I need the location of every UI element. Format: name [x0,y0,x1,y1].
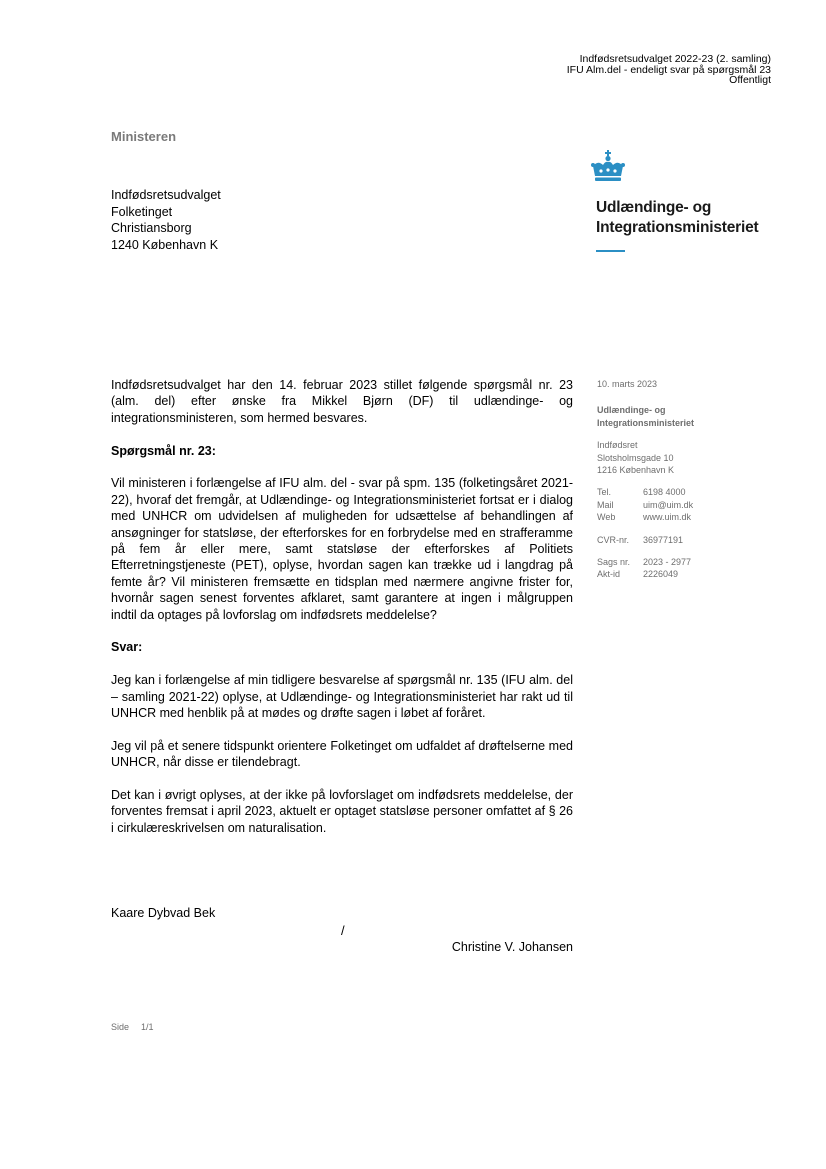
sidebar-akt-row [597,568,757,580]
tel-label: Tel. [597,487,612,498]
question-heading: Spørgsmål nr. 23: [111,443,216,458]
web-label: Web [597,512,616,523]
stamp-line-2: IFU Alm.del - endeligt svar på spørgsmål 23 [566,63,771,76]
stamp-line-3: Offentligt [729,74,771,86]
signature-official: Christine V. Johansen [451,940,573,954]
sidebar-org-line-2: Integrationsministeriet [597,417,695,428]
sidebar-street: Slotsholmsgade 10 [597,452,674,463]
document-stamp [567,54,771,86]
page-label: Side [111,1022,130,1032]
sender-info-sidebar [597,378,757,581]
crown-icon [590,150,626,186]
sidebar-mail-row [597,499,757,511]
page-value: 1/1 [141,1022,154,1032]
recipient-line-1: Indfødsretsudvalget [111,188,221,202]
akt-value: 2226049 [643,569,679,580]
recipient-line-3: Christiansborg [111,221,192,235]
recipient-line-4: 1240 København K [111,237,219,252]
answer-paragraph-2: Jeg vil på et senere tidspunkt orientere Folketinget om udfaldet af drøftelserne med UNHCR, når disse er tilendebragt. [111,738,573,770]
sags-label: Sags nr. [597,557,631,568]
akt-label: Akt-id [597,569,621,580]
ministry-logo-text [596,198,759,238]
stamp-line-1: Indfødsretsudvalget 2022-23 (2. samling) [579,53,771,65]
intro-paragraph: Indfødsretsudvalget har den 14. februar 2023 stillet følgende spørgsmål nr. 23 (alm. del) efter ønske fra Mikkel Bjørn (DF) til udlændinge- og integrationsministeren, som hermed besvares. [111,378,573,425]
sidebar-web-row [597,511,757,523]
recipient-address [111,187,221,253]
web-value: www.uim.dk [643,512,692,523]
sidebar-cvr-row [597,534,757,546]
mail-value: uim@uim.dk [643,499,694,510]
question-paragraph: Vil ministeren i forlængelse af IFU alm. del - svar på spm. 135 (folketingsåret 2021-22), hvoraf det fremgår, at Udlændinge- og Integrationsministeriet fortsat er i dialog med UNHCR om udvidelsen af muligheden for udsættelse af behandlingen af ansøgninger for statsløse, der efterforskes for en forbrydelse med en strafferamme på fem år eller mere, samt statsløse der efterforskes af Politiets Efterretningstjeneste (PET), oplyse, hvordan sagen kan trække ud i langdrag på femte år? Vil ministeren fremsætte en tidsplan med nærmere angivne frister for, hvornår sagen senest forventes afklaret, samt garantere at ingen i målgruppen indtil da optages på lovforslag om indfødsrets meddelelse? [111,476,573,622]
tel-value: 6198 4000 [643,487,686,498]
sidebar-city: 1216 København K [597,465,675,476]
sidebar-org-line-1: Udlændinge- og [597,405,666,416]
sidebar-org [597,404,757,429]
cvr-value: 36977191 [643,534,684,545]
sidebar-dept: Indfødsret [597,440,638,451]
sender-label: Ministeren [111,129,177,144]
logo-line-1: Udlændinge- og [596,199,712,216]
signature-minister: Kaare Dybvad Bek [111,906,216,920]
answer-heading: Svar: [111,640,143,655]
sags-value: 2023 - 2977 [643,557,692,568]
letter-body [111,377,573,853]
letter-date: 10. marts 2023 [597,379,658,389]
answer-paragraph-3: Det kan i øvrigt oplyses, at der ikke på lovforslaget om indfødsrets meddelelse, der forventes fremsat i april 2023, aktuelt er optaget statsløse personer omfattet af § 26 i cirkulæreskrivelsen om naturalisation. [111,788,573,835]
page-number [111,1022,154,1032]
mail-label: Mail [597,499,614,510]
signature-separator: / [341,923,345,938]
sidebar-tel-row [597,486,757,498]
recipient-line-2: Folketinget [111,204,173,219]
logo-line-2: Integrationsministeriet [596,219,759,236]
sidebar-sags-row [597,556,757,568]
answer-paragraph-1: Jeg kan i forlængelse af min tidligere besvarelse af spørgsmål nr. 135 (IFU alm. del – samling 2021-22) oplyse, at Udlændinge- og Integrationsministeriet har rakt ud til UNHCR med henblik på at mødes og drøfte sagen i løbet af foråret. [111,673,573,721]
cvr-label: CVR-nr. [597,534,630,545]
logo-accent-line [596,250,625,252]
